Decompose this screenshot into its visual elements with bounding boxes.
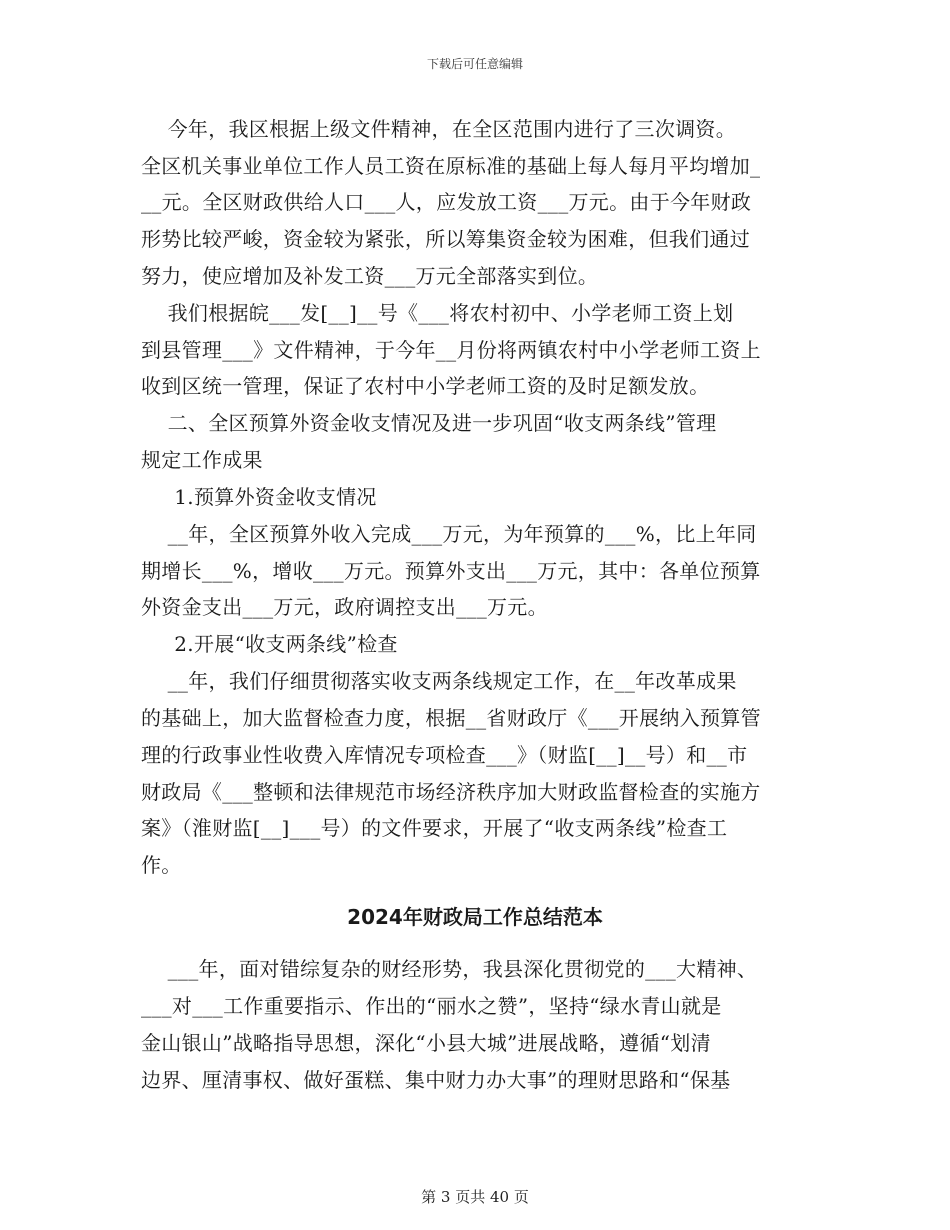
- body-line: 财政局《___整顿和法律规范市场经济秩序加大财政监督检查的实施方: [141, 780, 761, 804]
- body-line: 形势比较严峻，资金较为紧张，所以筹集资金较为困难，但我们通过: [141, 227, 750, 251]
- body-line: 收到区统一管理，保证了农村中小学老师工资的及时足额发放。: [141, 374, 710, 398]
- section-heading: 2024年财政局工作总结范本: [347, 905, 603, 929]
- body-line: 我们根据皖___发[__]__号《___将农村初中、小学老师工资上划: [141, 301, 734, 325]
- page-footer-number: 第 3 页共 40 页: [421, 1188, 529, 1206]
- body-line: 作。: [141, 853, 182, 877]
- body-line: 全区机关事业单位工作人员工资在原标准的基础上每人每月平均增加_: [141, 154, 761, 178]
- body-line: 二、全区预算外资金收支情况及进一步巩固“收支两条线”管理: [141, 411, 717, 435]
- body-line: 期增长___%，增收___万元。预算外支出___万元，其中：各单位预算: [141, 559, 761, 583]
- page-header-note: 下载后可任意编辑: [426, 57, 523, 71]
- body-line: 的基础上，加大监督检查力度，根据__省财政厅《___开展纳入预算管: [141, 706, 761, 730]
- body-line: __元。全区财政供给人口___人，应发放工资___万元。由于今年财政: [141, 190, 752, 214]
- body-line: __年，我们仔细贯彻落实收支两条线规定工作，在__年改革成果: [141, 669, 737, 693]
- body-line: 案》（淮财监[__]___号）的文件要求，开展了“收支两条线”检查工: [141, 816, 728, 840]
- body-line: 理的行政事业性收费入库情况专项检查___》（财监[__]__号）和__市: [141, 743, 748, 767]
- body-line: 到县管理___》文件精神，于今年__月份将两镇农村中小学老师工资上: [141, 338, 761, 362]
- subsection-title: 2.开展“收支两条线”检查: [141, 632, 398, 656]
- subsection-title: 1.预算外资金收支情况: [141, 485, 377, 509]
- body-line: 边界、厘清事权、做好蛋糕、集中财力办大事”的理财思路和“保基: [141, 1068, 731, 1092]
- body-line: 今年，我区根据上级文件精神，在全区范围内进行了三次调资。: [141, 117, 737, 141]
- body-line: ___年，面对错综复杂的财经形势，我县深化贯彻党的___大精神、: [141, 957, 758, 981]
- body-line: 外资金支出___万元，政府调控支出___万元。: [141, 595, 548, 619]
- body-line: 金山银山”战略指导思想，深化“小县大城”进展战略，遵循“划清: [141, 1031, 711, 1055]
- body-line: 努力，使应增加及补发工资___万元全部落实到位。: [141, 264, 599, 288]
- body-line: 规定工作成果: [141, 448, 263, 472]
- body-line: __年，全区预算外收入完成___万元，为年预算的___%，比上年同: [141, 522, 757, 546]
- body-line: ___对___工作重要指示、作出的“丽水之赞”，坚持“绿水青山就是: [141, 994, 722, 1018]
